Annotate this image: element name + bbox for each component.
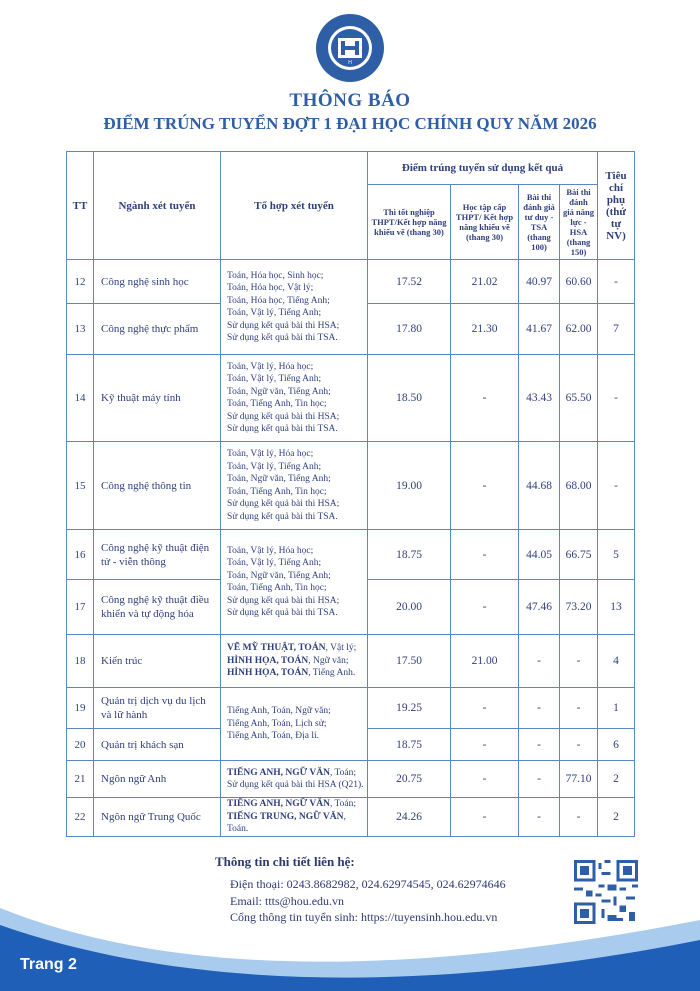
- cell-hoctap: -: [451, 355, 519, 442]
- cell-tt: 19: [67, 688, 94, 729]
- combo-line: Toán, Hóa học, Tiếng Anh;: [227, 295, 330, 306]
- cell-tsa: 44.68: [519, 442, 560, 530]
- header-score-group: Điểm trúng tuyển sử dụng kết quả: [368, 152, 598, 185]
- cell-combo: [221, 798, 368, 837]
- combo-line: Tiếng Anh, Toán, Lịch sử;: [227, 718, 327, 729]
- cell-thpt: 18.50: [368, 355, 451, 442]
- cell-combo: [221, 530, 368, 635]
- combo-line: Sử dụng kết quả bài thi TSA.: [227, 608, 338, 618]
- combo-line: Toán, Tiếng Anh, Tin học;: [227, 583, 327, 593]
- table-row: [67, 442, 635, 530]
- combo-line: Toán, Vật lý, Tiếng Anh;: [227, 461, 322, 472]
- table-row: [67, 798, 635, 837]
- cell-hoctap: -: [451, 530, 519, 580]
- cell-thpt: 17.80: [368, 304, 451, 355]
- cell-criteria: 2: [598, 761, 635, 798]
- cell-tt: 15: [67, 442, 94, 530]
- table-row: [67, 355, 635, 442]
- cell-hoctap: 21.30: [451, 304, 519, 355]
- cell-tsa: 41.67: [519, 304, 560, 355]
- cell-tsa: -: [519, 761, 560, 798]
- combo-line: HÌNH HỌA, TOÁN, Tiếng Anh.: [227, 668, 356, 679]
- university-logo: [314, 12, 386, 84]
- cell-hsa: -: [560, 688, 598, 729]
- cell-hsa: -: [560, 798, 598, 837]
- cell-major: Công nghệ thực phẩm: [94, 304, 221, 355]
- cell-major: Quản trị khách sạn: [94, 729, 221, 761]
- header-hoctap: Học tập cấp THPT/ Kết hợp năng khiếu vẽ (thang 30): [451, 185, 519, 260]
- combo-line: Sử dụng kết quả bài thi HSA;: [227, 595, 340, 606]
- cell-major: Công nghệ thông tin: [94, 442, 221, 530]
- cell-hoctap: -: [451, 442, 519, 530]
- cell-major: Kỹ thuật máy tính: [94, 355, 221, 442]
- header-thpt: Thi tốt nghiệp THPT/Kết hợp năng khiếu vẽ (thang 30): [368, 185, 451, 260]
- combo-line: Toán, Hóa học, Vật lý;: [227, 283, 314, 293]
- cell-criteria: 1: [598, 688, 635, 729]
- table-row: [67, 688, 635, 729]
- admission-score-table: [66, 151, 635, 837]
- combo-line: Toán, Vật lý, Hóa học;: [227, 545, 314, 556]
- combo-line: Toán, Vật lý, Tiếng Anh;: [227, 374, 322, 384]
- cell-thpt: 18.75: [368, 530, 451, 580]
- cell-combo: [221, 688, 368, 761]
- cell-major: Ngôn ngữ Trung Quốc: [94, 798, 221, 837]
- cell-hoctap: 21.02: [451, 260, 519, 304]
- cell-hsa: 62.00: [560, 304, 598, 355]
- cell-combo: [221, 761, 368, 798]
- cell-thpt: 24.26: [368, 798, 451, 837]
- cell-thpt: 17.52: [368, 260, 451, 304]
- cell-hsa: -: [560, 635, 598, 688]
- combo-line: Toán, Vật lý, Hóa học;: [227, 449, 314, 459]
- combo-line: Sử dụng kết quả bài thi HSA (Q21).: [227, 780, 364, 790]
- combo-line: Sử dụng kết quả bài thi HSA;: [227, 499, 340, 509]
- table-row: [67, 635, 635, 688]
- cell-thpt: 20.00: [368, 580, 451, 635]
- cell-hsa: 68.00: [560, 442, 598, 530]
- cell-tt: 14: [67, 355, 94, 442]
- cell-criteria: 13: [598, 580, 635, 635]
- cell-thpt: 19.00: [368, 442, 451, 530]
- cell-hsa: 77.10: [560, 761, 598, 798]
- cell-tsa: -: [519, 635, 560, 688]
- cell-hoctap: -: [451, 580, 519, 635]
- logo-monogram: H: [348, 60, 352, 66]
- combo-line: Sử dụng kết quả bài thi TSA.: [227, 424, 338, 434]
- cell-thpt: 18.75: [368, 729, 451, 761]
- page-title: THÔNG BÁO: [289, 90, 411, 111]
- combo-line: TIẾNG ANH, NGỮ VĂN, Toán;: [227, 799, 357, 809]
- header-major: Ngành xét tuyển: [94, 152, 221, 260]
- cell-criteria: 6: [598, 729, 635, 761]
- combo-line: Toán, Ngữ văn, Tiếng Anh;: [227, 570, 331, 581]
- cell-hsa: 60.60: [560, 260, 598, 304]
- header-hsa: Bài thi đánh giá năng lực - HSA (thang 150): [560, 185, 598, 260]
- combo-line: TIẾNG TRUNG, NGỮ VĂN, Toán.: [227, 811, 346, 834]
- cell-major: Công nghệ kỹ thuật điều khiển và tự động hóa: [94, 580, 221, 635]
- combo-line: Sử dụng kết quả bài thi TSA.: [227, 511, 338, 522]
- cell-tsa: 43.43: [519, 355, 560, 442]
- combo-line: Toán, Tiếng Anh, Tin học;: [227, 486, 327, 497]
- cell-tt: 13: [67, 304, 94, 355]
- combo-line: Toán, Hóa học, Sinh học;: [227, 270, 324, 281]
- combo-line: Toán, Vật lý, Hóa học;: [227, 361, 314, 372]
- cell-tt: 21: [67, 761, 94, 798]
- cell-hoctap: -: [451, 729, 519, 761]
- cell-combo: [221, 635, 368, 688]
- combo-line: Sử dụng kết quả bài thi HSA;: [227, 411, 340, 422]
- cell-hsa: -: [560, 729, 598, 761]
- table-row: [67, 260, 635, 304]
- cell-tsa: -: [519, 798, 560, 837]
- cell-tt: 17: [67, 580, 94, 635]
- cell-criteria: -: [598, 355, 635, 442]
- cell-tt: 12: [67, 260, 94, 304]
- cell-major: Ngôn ngữ Anh: [94, 761, 221, 798]
- cell-criteria: -: [598, 260, 635, 304]
- cell-major: Công nghệ sinh học: [94, 260, 221, 304]
- combo-line: Toán, Vật lý, Tiếng Anh;: [227, 558, 322, 568]
- table-row: [67, 530, 635, 580]
- cell-criteria: 7: [598, 304, 635, 355]
- cell-tt: 22: [67, 798, 94, 837]
- cell-thpt: 20.75: [368, 761, 451, 798]
- combo-line: Toán, Ngữ văn, Tiếng Anh;: [227, 386, 331, 397]
- cell-tt: 18: [67, 635, 94, 688]
- header-tt: TT: [67, 152, 94, 260]
- cell-combo: [221, 355, 368, 442]
- cell-tsa: -: [519, 688, 560, 729]
- combo-line: TIẾNG ANH, NGỮ VĂN, Toán;: [227, 767, 357, 778]
- header-combo: Tổ hợp xét tuyển: [221, 152, 368, 260]
- contact-portal[interactable]: Cổng thông tin tuyển sinh: https://tuyensinh.hou.edu.vn: [230, 910, 498, 924]
- cell-thpt: 17.50: [368, 635, 451, 688]
- combo-line: Toán, Tiếng Anh, Tin học;: [227, 399, 327, 409]
- cell-tt: 20: [67, 729, 94, 761]
- cell-major: Quản trị dịch vụ du lịch và lữ hành: [94, 688, 221, 729]
- cell-hoctap: -: [451, 688, 519, 729]
- combo-line: Toán, Vật lý, Tiếng Anh;: [227, 308, 322, 318]
- cell-criteria: 2: [598, 798, 635, 837]
- cell-combo: [221, 260, 368, 355]
- page-subtitle: ĐIỂM TRÚNG TUYỂN ĐỢT 1 ĐẠI HỌC CHÍNH QUY NĂM 2026: [103, 114, 597, 133]
- contact-phone: Điện thoại: 0243.8682982, 024.62974545, 024.62974646: [230, 877, 506, 891]
- combo-line: HÌNH HỌA, TOÁN, Ngữ văn;: [227, 655, 349, 666]
- cell-tsa: 47.46: [519, 580, 560, 635]
- cell-hoctap: -: [451, 798, 519, 837]
- cell-tt: 16: [67, 530, 94, 580]
- page-number: Trang 2: [20, 956, 77, 973]
- cell-hoctap: 21.00: [451, 635, 519, 688]
- combo-line: Tiếng Anh, Toán, Địa lí.: [227, 731, 319, 742]
- cell-tsa: -: [519, 729, 560, 761]
- cell-hsa: 73.20: [560, 580, 598, 635]
- combo-line: Sử dụng kết quả bài thi TSA.: [227, 333, 338, 343]
- combo-line: VẼ MỸ THUẬT, TOÁN, Vật lý;: [227, 643, 357, 654]
- cell-hsa: 65.50: [560, 355, 598, 442]
- qr-code: [574, 860, 638, 924]
- combo-line: Toán, Ngữ văn, Tiếng Anh;: [227, 474, 331, 484]
- table-row: [67, 761, 635, 798]
- cell-thpt: 19.25: [368, 688, 451, 729]
- header-criteria: Tiêu chí phụ (thứ tự NV): [598, 152, 635, 260]
- combo-line: Tiếng Anh, Toán, Ngữ văn;: [227, 706, 331, 717]
- cell-hsa: 66.75: [560, 530, 598, 580]
- header-tsa: Bài thi đánh giá tư duy - TSA (thang 100): [519, 185, 560, 260]
- cell-major: Công nghệ kỹ thuật điện tử - viễn thông: [94, 530, 221, 580]
- cell-criteria: 4: [598, 635, 635, 688]
- cell-criteria: -: [598, 442, 635, 530]
- cell-hoctap: -: [451, 761, 519, 798]
- cell-criteria: 5: [598, 530, 635, 580]
- contact-email: Email: ttts@hou.edu.vn: [230, 894, 345, 908]
- cell-tsa: 40.97: [519, 260, 560, 304]
- contact-heading: Thông tin chi tiết liên hệ:: [215, 854, 355, 869]
- cell-major: Kiến trúc: [94, 635, 221, 688]
- combo-line: Sử dụng kết quả bài thi HSA;: [227, 320, 340, 331]
- cell-tsa: 44.05: [519, 530, 560, 580]
- cell-combo: [221, 442, 368, 530]
